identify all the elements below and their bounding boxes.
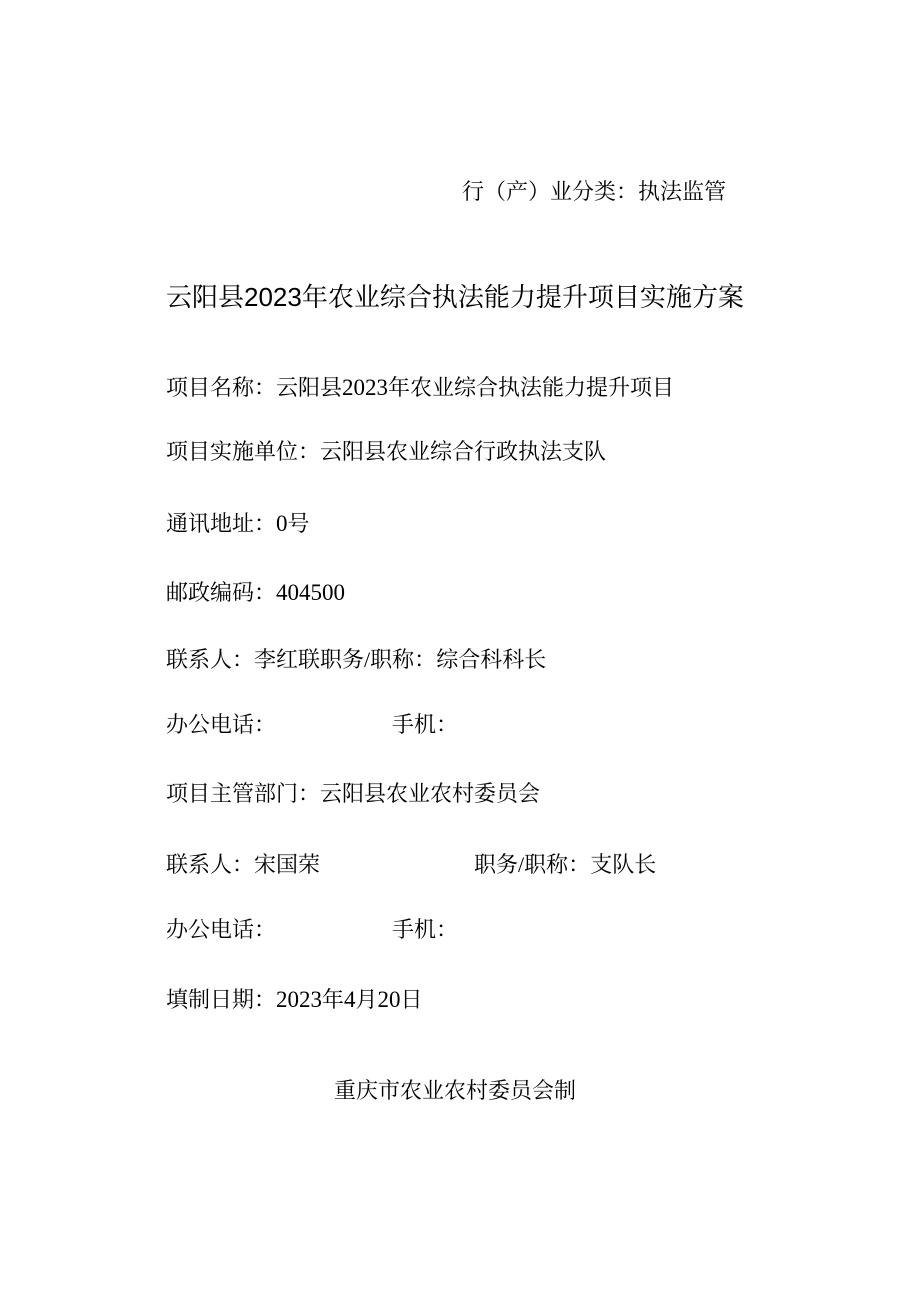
fill-date-label: 填制日期：: [166, 988, 277, 1013]
title-prefix: 云阳县: [166, 283, 245, 313]
document-title: [166, 280, 744, 315]
supervising-dept-label: 项目主管部门：: [166, 782, 321, 807]
phone1-office-label: 办公电话：: [166, 713, 277, 738]
contact2-row: [166, 850, 656, 881]
phone2-office-label: 办公电话：: [166, 918, 277, 943]
title-year: 2023: [244, 282, 302, 312]
fill-date-row: [166, 985, 423, 1016]
address-row: [166, 509, 310, 540]
project-name-label: 项目名称：: [166, 376, 277, 401]
supervising-dept-row: [166, 780, 540, 810]
fill-date-month-unit: 月: [355, 988, 378, 1013]
contact1-position: 综合科科长: [436, 648, 547, 673]
address-number: 0: [276, 511, 288, 536]
contact1-name: 李红联: [254, 648, 321, 673]
contact2-position: 支队长: [590, 853, 657, 878]
fill-date-day-unit: 日: [400, 988, 423, 1013]
project-name-value-prefix: 云阳县: [276, 376, 343, 401]
implementing-unit-label: 项目实施单位：: [166, 440, 321, 465]
contact1-slash: /: [364, 647, 371, 672]
contact1-label: 联系人：: [166, 648, 255, 673]
industry-classification: 行（产）业分类：执法监管: [462, 180, 727, 205]
contact2-slash: /: [518, 852, 525, 877]
fill-date-day: 20: [377, 987, 401, 1012]
phone1-mobile-label: 手机：: [392, 713, 459, 738]
fill-date-year-unit: 年: [322, 988, 345, 1013]
contact2-position-label-b: 职称：: [524, 853, 591, 878]
project-name-row: [166, 373, 674, 404]
implementing-unit-value: 云阳县农业综合行政执法支队: [320, 440, 607, 465]
project-name-value-suffix: 年农业综合执法能力提升项目: [388, 376, 675, 401]
fill-date-year: 2023: [276, 987, 323, 1012]
phone1-row: [166, 711, 458, 741]
project-name-value-year: 2023: [342, 375, 389, 400]
contact2-name: 宋国荣: [254, 853, 321, 878]
address-suffix: 号: [287, 512, 310, 537]
title-suffix: 年农业综合执法能力提升项目实施方案: [301, 283, 744, 313]
postal-code-label: 邮政编码：: [166, 581, 277, 606]
postal-code-value: 404500: [276, 580, 346, 605]
fill-date-month: 4: [344, 987, 356, 1012]
postal-code-row: [166, 578, 345, 609]
contact1-row: [166, 645, 546, 676]
issuer-footer: 重庆市农业农村委员会制: [334, 1079, 577, 1104]
address-label: 通讯地址：: [166, 512, 277, 537]
contact1-position-label-b: 职称：: [370, 648, 437, 673]
contact2-label: 联系人：: [166, 853, 255, 878]
contact1-position-label-a: 职务: [320, 648, 365, 673]
contact2-position-label-a: 职务: [474, 853, 519, 878]
supervising-dept-value: 云阳县农业农村委员会: [320, 782, 541, 807]
phone2-row: [166, 916, 458, 946]
implementing-unit-row: [166, 438, 606, 468]
phone2-mobile-label: 手机：: [392, 918, 459, 943]
